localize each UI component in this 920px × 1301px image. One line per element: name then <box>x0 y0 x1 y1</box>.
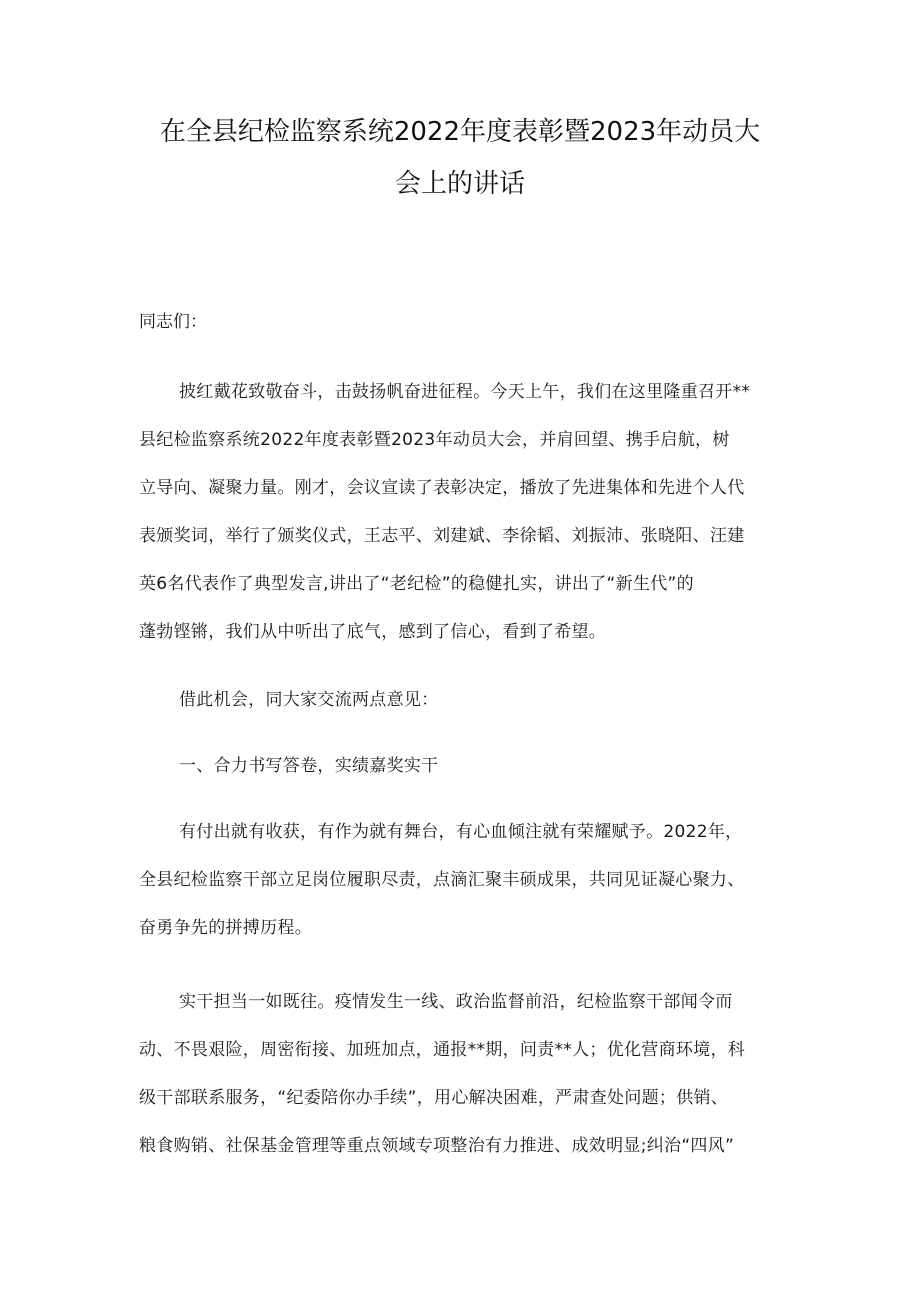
paragraph-line: 级干部联系服务，“纪委陪你办手续”，用心解决困难，严肃查处问题；供销、 <box>139 1088 729 1108</box>
paragraph-opening <box>139 368 789 656</box>
paragraph-line: 有付出就有收获，有作为就有舞台，有心血倾注就有荣耀赋予。2022年， <box>179 822 743 842</box>
paragraph-responsibility <box>139 978 789 1170</box>
paragraph-line: 借此机会，同大家交流两点意见： <box>179 690 439 710</box>
paragraph-line: 全县纪检监察干部立足岗位履职尽责，点滴汇聚丰硕成果，共同见证凝心聚力、 <box>139 870 745 890</box>
paragraph-line: 奋勇争先的拼搏历程。 <box>139 918 312 938</box>
document-title-line-1: 在全县纪检监察系统2022年度表彰暨2023年动员大 <box>159 117 761 147</box>
section-heading-text: 一、合力书写答卷，实绩嘉奖实干 <box>179 756 439 776</box>
paragraph-line: 动、不畏艰险，周密衔接、加班加点，通报**期，问责**人；优化营商环境，科 <box>139 1040 746 1060</box>
paragraph-transition <box>139 676 789 724</box>
paragraph-line: 立导向、凝聚力量。刚才，会议宣读了表彰决定，播放了先进集体和先进个人代 <box>139 478 745 498</box>
section-heading-1 <box>139 742 789 790</box>
paragraph-achievements <box>139 808 789 952</box>
salutation: 同志们： <box>139 312 207 332</box>
paragraph-line: 表颁奖词，举行了颁奖仪式，王志平、刘建斌、李徐韬、刘振沛、张晓阳、汪建 <box>139 526 745 546</box>
paragraph-line: 英6名代表作了典型发言,讲出了“老纪检”的稳健扎实，讲出了“新生代”的 <box>139 574 694 594</box>
paragraph-line: 粮食购销、社保基金管理等重点领域专项整治有力推进、成效明显;纠治“四风” <box>139 1136 735 1156</box>
paragraph-line: 实干担当一如既往。疫情发生一线、政治监督前沿，纪检监察干部闻令而 <box>179 992 733 1012</box>
document-title-line-2: 会上的讲话 <box>394 169 525 199</box>
paragraph-line: 蓬勃铿锵，我们从中听出了底气，感到了信心，看到了希望。 <box>139 622 607 642</box>
paragraph-line: 县纪检监察系统2022年度表彰暨2023年动员大会，并肩回望、携手启航，树 <box>139 430 730 450</box>
paragraph-line: 披红戴花致敬奋斗，击鼓扬帆奋进征程。今天上午，我们在这里隆重召开** <box>179 382 751 402</box>
